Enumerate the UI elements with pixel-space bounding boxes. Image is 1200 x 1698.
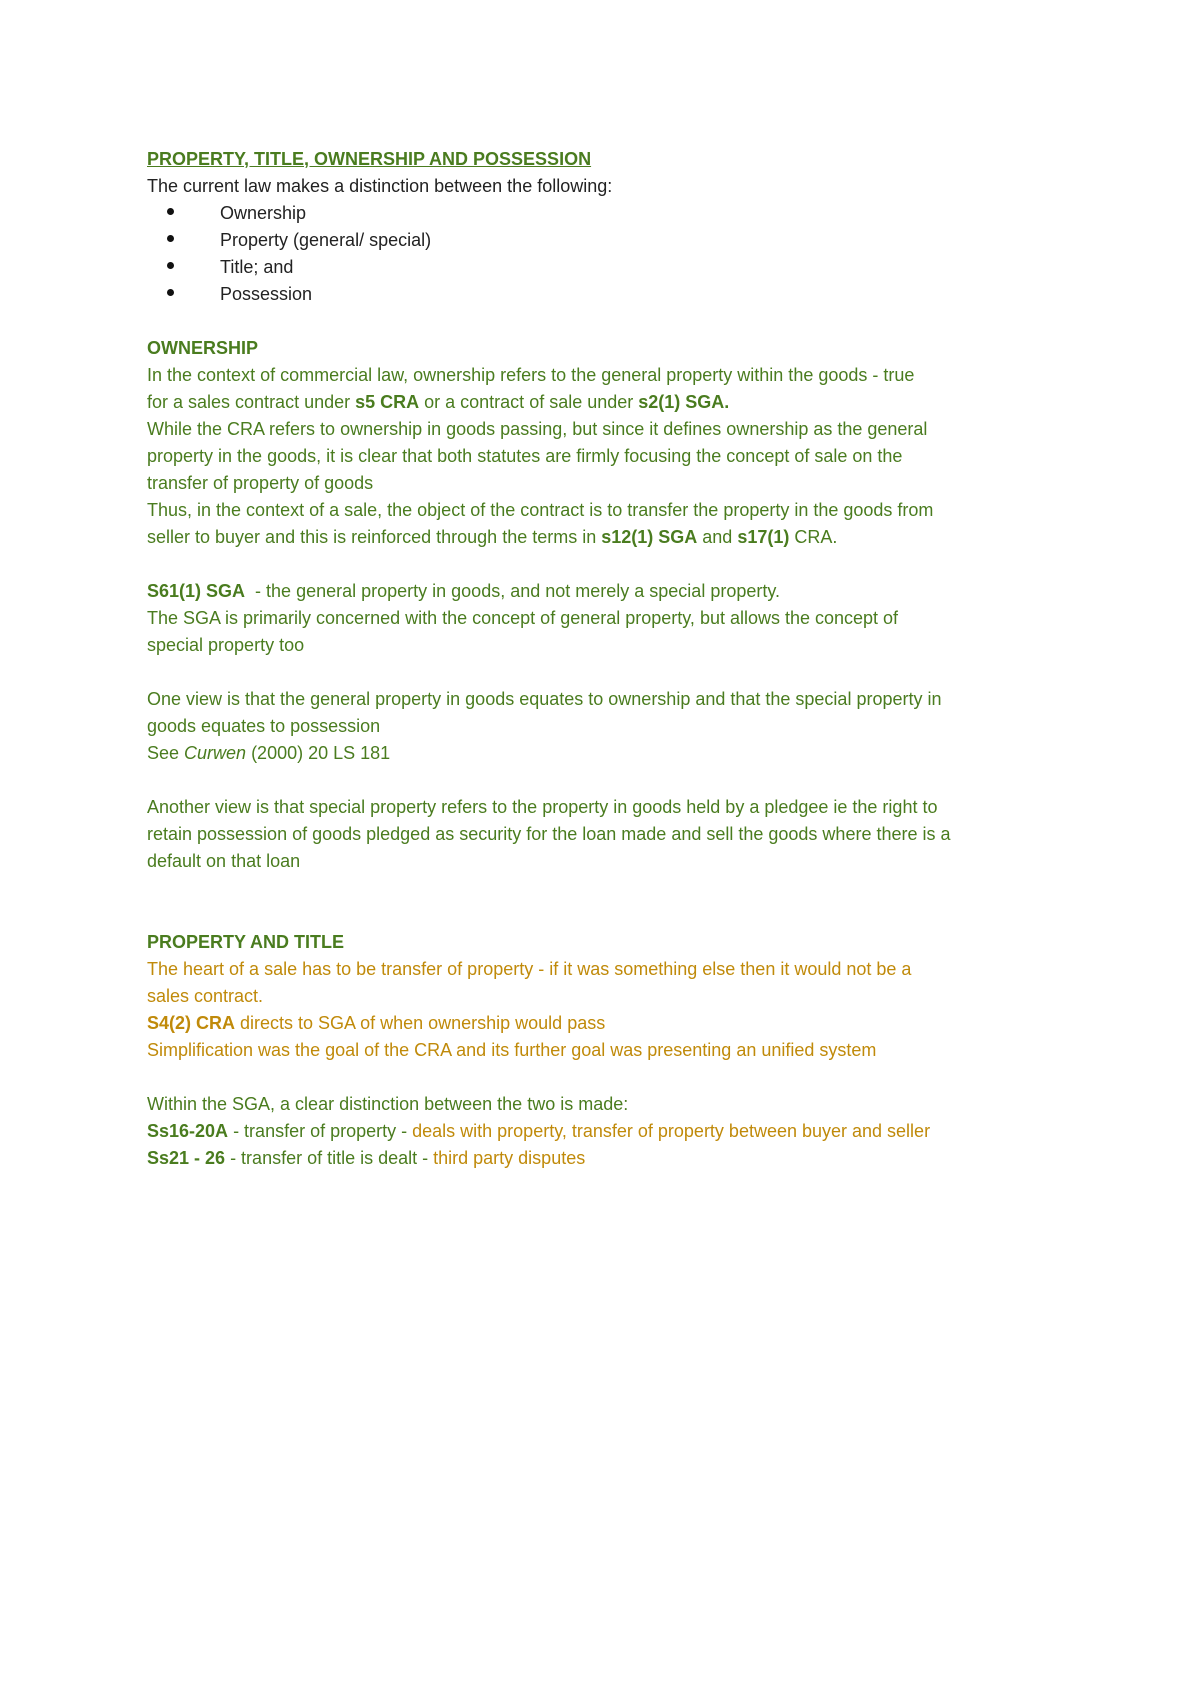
view-two-line: default on that loan xyxy=(147,851,301,871)
page-title: PROPERTY, TITLE, OWNERSHIP AND POSSESSION xyxy=(147,149,592,169)
text-run: or a contract of sale under xyxy=(419,392,639,412)
ownership-paragraph-line xyxy=(147,389,1077,416)
s61-line xyxy=(147,578,1077,605)
statute-ref: S61(1) SGA xyxy=(147,581,246,601)
property-title-line: Within the SGA, a clear distinction between the two is made: xyxy=(147,1094,629,1114)
statute-ref: s2(1) SGA. xyxy=(638,392,730,412)
document-body xyxy=(147,146,1077,1172)
view-one-line: goods equates to possession xyxy=(147,716,381,736)
s61-line: The SGA is primarily concerned with the concept of general property, but allows the concept of xyxy=(147,608,899,628)
statute-ref: Ss16-20A xyxy=(147,1121,229,1141)
list-item: Possession xyxy=(147,281,1077,308)
property-title-line xyxy=(147,1010,1077,1037)
view-two-line: retain possession of goods pledged as security for the loan made and sell the goods where there is a xyxy=(147,824,951,844)
text-run: - transfer of title is dealt - xyxy=(225,1148,434,1168)
view-one-line: One view is that the general property in goods equates to ownership and that the special property in xyxy=(147,689,942,709)
statute-ref: S4(2) CRA xyxy=(147,1013,236,1033)
list-item: Property (general/ special) xyxy=(147,227,1077,254)
ownership-paragraph-line: Thus, in the context of a sale, the object of the contract is to transfer the property in the goods from xyxy=(147,500,934,520)
text-run: and xyxy=(697,527,738,547)
statute-ref: s17(1) xyxy=(737,527,790,547)
statute-ref: s12(1) SGA xyxy=(601,527,698,547)
ownership-paragraph-line: In the context of commercial law, ownership refers to the general property within the goods - true xyxy=(147,365,915,385)
property-title-line xyxy=(147,1118,1077,1145)
text-run: - transfer of property - xyxy=(228,1121,413,1141)
list-item: Title; and xyxy=(147,254,1077,281)
s61-line: special property too xyxy=(147,635,305,655)
statute-ref: s5 CRA xyxy=(355,392,420,412)
property-title-line: Simplification was the goal of the CRA and its further goal was presenting an unified system xyxy=(147,1040,877,1060)
ownership-paragraph-line: While the CRA refers to ownership in goods passing, but since it defines ownership as the general xyxy=(147,419,928,439)
list-item: Ownership xyxy=(147,200,1077,227)
text-run: - the general property in goods, and not merely a special property. xyxy=(245,581,781,601)
text-run: (2000) 20 LS 181 xyxy=(246,743,391,763)
distinction-list xyxy=(147,200,1077,308)
property-title-line: sales contract. xyxy=(147,986,264,1006)
ownership-paragraph-line: transfer of property of goods xyxy=(147,473,374,493)
property-title-heading: PROPERTY AND TITLE xyxy=(147,932,345,952)
ownership-paragraph-line: property in the goods, it is clear that both statutes are firmly focusing the concept of sale on the xyxy=(147,446,903,466)
citation-line xyxy=(147,740,1077,767)
ownership-heading: OWNERSHIP xyxy=(147,338,259,358)
property-title-line xyxy=(147,1145,1077,1172)
text-run: third party disputes xyxy=(433,1148,586,1168)
ownership-paragraph-line xyxy=(147,524,1077,551)
intro-lead: The current law makes a distinction between the following: xyxy=(147,176,613,196)
text-run: seller to buyer and this is reinforced through the terms in xyxy=(147,527,602,547)
text-run: deals with property, transfer of property between buyer and seller xyxy=(412,1121,931,1141)
statute-ref: Ss21 - 26 xyxy=(147,1148,226,1168)
text-run: CRA. xyxy=(789,527,838,547)
text-run: See xyxy=(147,743,185,763)
text-run: directs to SGA of when ownership would pass xyxy=(235,1013,606,1033)
property-title-line: The heart of a sale has to be transfer of property - if it was something else then it would not be a xyxy=(147,959,912,979)
view-two-line: Another view is that special property refers to the property in goods held by a pledgee ie the right to xyxy=(147,797,938,817)
case-name: Curwen xyxy=(184,743,247,763)
text-run: for a sales contract under xyxy=(147,392,356,412)
